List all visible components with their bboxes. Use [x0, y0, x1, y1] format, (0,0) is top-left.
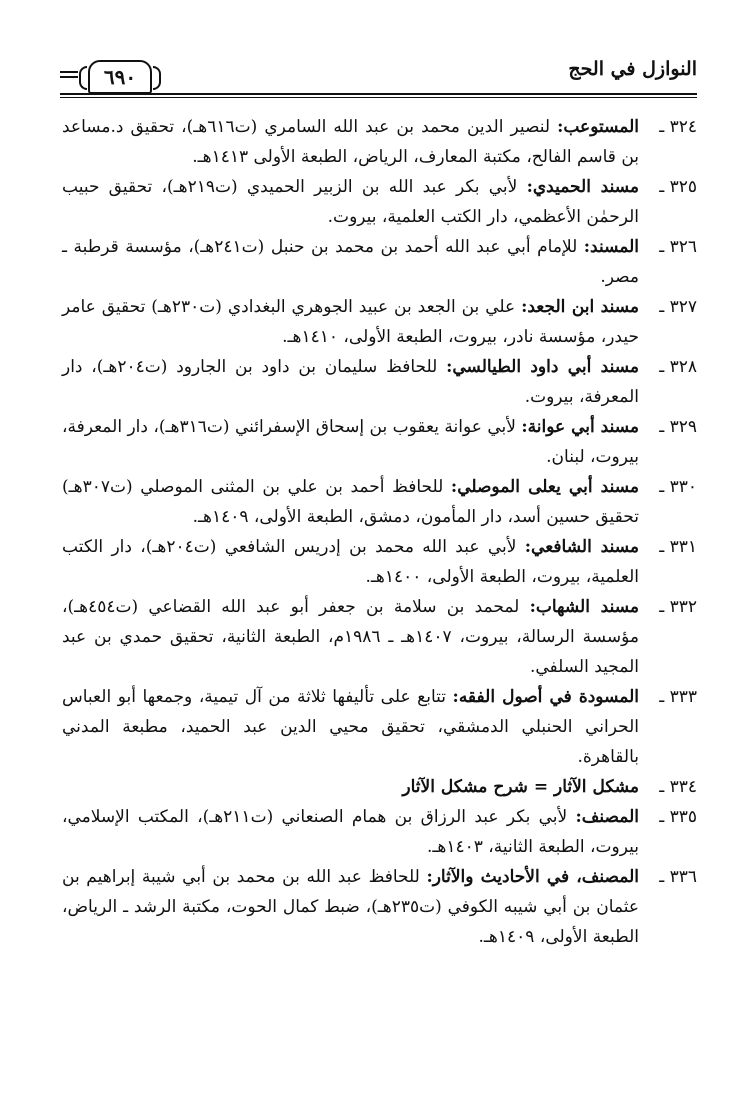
entry-title: مسند أبي عوانة:: [521, 417, 639, 437]
entry-title: مسند الشافعي:: [524, 537, 639, 557]
entry-title: المصنف، في الأحاديث والآثار:: [426, 867, 639, 887]
entry-number: ٣٢٨ ـ: [659, 357, 697, 377]
entry-number: ٣٣١ ـ: [659, 537, 697, 557]
entry-title: مسند الحميدي:: [526, 177, 639, 197]
entry-number: ٣٣٥ ـ: [659, 807, 697, 827]
entry-number: ٣٣٦ ـ: [659, 867, 697, 887]
entry-number: ٣٣٢ ـ: [659, 597, 697, 617]
page-number: ٦٩٠: [103, 65, 137, 89]
entry-body: لنصير الدين محمد بن عبد الله السامري (ت٦١٦هـ)، تحقيق د.مساعد بن قاسم الفالح، مكتبة المعارف، الرياض، الطبعة الأولى ١٤١٣هـ.: [62, 117, 639, 167]
bibliography-entry: [62, 862, 697, 952]
entry-number: ٣٣٠ ـ: [659, 477, 697, 497]
bibliography-entry: [62, 232, 697, 292]
entry-body: للحافظ أحمد بن علي بن المثنى الموصلي (ت٣٠٧هـ) تحقيق حسين أسد، دار المأمون، دمشق، الطبعة الأولى، ١٤٠٩هـ.: [62, 477, 639, 527]
entry-body: لأبي بكر عبد الله بن الزبير الحميدي (ت٢١٩هـ)، تحقيق حبيب الرحمٰن الأعظمي، دار الكتب العلمية، بيروت.: [62, 177, 639, 227]
bibliography-entry: [62, 352, 697, 412]
entry-body: للإمام أبي عبد الله أحمد بن محمد بن حنبل (ت٢٤١هـ)، مؤسسة قرطبة ـ مصر.: [62, 237, 639, 287]
entry-number: ٣٢٤ ـ: [659, 117, 697, 137]
entry-title: مشكل الآثار = شرح مشكل الآثار: [402, 777, 639, 797]
entry-number: ٣٢٦ ـ: [659, 237, 697, 257]
page-number-frame: [88, 60, 152, 94]
bibliography-entry: [62, 412, 697, 472]
bibliography-entry: [62, 682, 697, 772]
entry-title: المسند:: [583, 237, 640, 257]
entry-number: ٣٢٧ ـ: [659, 297, 697, 317]
entry-title: المصنف:: [575, 807, 639, 827]
entry-title: مسند أبي يعلى الموصلي:: [450, 477, 639, 497]
page-header: [60, 40, 697, 100]
bibliography-entry: [62, 592, 697, 682]
entry-body: لأبي عوانة يعقوب بن إسحاق الإسفرائني (ت٣١٦هـ)، دار المعرفة، بيروت، لبنان.: [62, 417, 639, 467]
entry-title: مسند الشهاب:: [529, 597, 639, 617]
bibliography-entry: [62, 172, 697, 232]
bibliography-entry: [62, 772, 697, 802]
entry-number: ٣٣٣ ـ: [659, 687, 697, 707]
bibliography-entry: [62, 112, 697, 172]
entry-number: ٣٢٩ ـ: [659, 417, 697, 437]
entry-body: للحافظ سليمان بن داود بن الجارود (ت٢٠٤هـ)، دار المعرفة، بيروت.: [62, 357, 639, 407]
bibliography-entry: [62, 472, 697, 532]
header-ornament: [60, 71, 78, 83]
entry-title: المسودة في أصول الفقه:: [452, 687, 639, 707]
header-rule: [60, 93, 697, 98]
entry-body: علي بن الجعد بن عبيد الجوهري البغدادي (ت٢٣٠هـ) تحقيق عامر حيدر، مؤسسة نادر، بيروت، الطبعة الأولى، ١٤١٠هـ.: [62, 297, 639, 347]
bibliography-entry: [62, 292, 697, 352]
bibliography-entry: [62, 802, 697, 862]
entry-body: تتابع على تأليفها ثلاثة من آل تيمية، وجمعها أبو العباس الحراني الحنبلي الدمشقي، تحقيق محيي الدين عبد الحميد، مطبعة المدني بالقاهرة.: [62, 687, 639, 767]
entry-title: مسند ابن الجعد:: [521, 297, 639, 317]
bibliography-list: [62, 112, 697, 952]
entry-title: مسند أبي داود الطيالسي:: [446, 357, 639, 377]
entry-body: لأبي بكر عبد الرزاق بن همام الصنعاني (ت٢١١هـ)، المكتب الإسلامي، بيروت، الطبعة الثانية، ١٤٠٣هـ.: [62, 807, 639, 857]
entry-body: للحافظ عبد الله بن محمد بن أبي شيبة إبراهيم بن عثمان بن أبي شيبه الكوفي (ت٢٣٥هـ)، ضبط كمال الحوت، مكتبة الرشد ـ الرياض، الطبعة الأولى، ١٤٠٩هـ.: [62, 867, 639, 947]
entry-number: ٣٢٥ ـ: [659, 177, 697, 197]
bibliography-entry: [62, 532, 697, 592]
entry-body: لمحمد بن سلامة بن جعفر أبو عبد الله القضاعي (ت٤٥٤هـ)، مؤسسة الرسالة، بيروت، ١٤٠٧هـ ـ ١٩٨٦م، الطبعة الثانية، تحقيق حمدي بن عبد المجيد السلفي.: [62, 597, 640, 677]
entry-number: ٣٣٤ ـ: [659, 777, 697, 797]
entry-body: لأبي عبد الله محمد بن إدريس الشافعي (ت٢٠٤هـ)، دار الكتب العلمية، بيروت، الطبعة الأولى، ١٤٠٠هـ.: [62, 537, 639, 587]
running-title: النوازل في الحج: [568, 58, 697, 80]
entry-title: المستوعب:: [557, 117, 640, 137]
